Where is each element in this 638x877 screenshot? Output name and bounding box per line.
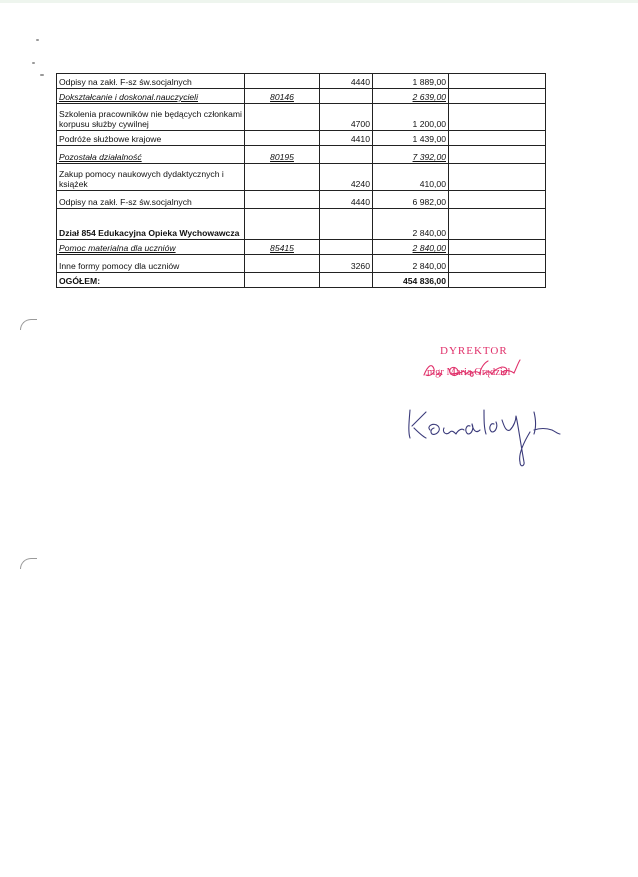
stamp-title: DYREKTOR	[440, 345, 508, 357]
row-chapter	[245, 131, 320, 146]
row-description: Dział 854 Edukacyjna Opieka Wychowawcza	[57, 209, 245, 240]
row-extra	[449, 255, 546, 273]
row-description: Inne formy pomocy dla uczniów	[57, 255, 245, 273]
row-chapter: 85415	[245, 240, 320, 255]
row-chapter	[245, 104, 320, 131]
row-amount: 6 982,00	[373, 191, 449, 209]
row-description: Odpisy na zakł. F-sz św.socjalnych	[57, 74, 245, 89]
row-extra	[449, 191, 546, 209]
row-description: Pomoc materialna dla uczniów	[57, 240, 245, 255]
table-row	[57, 209, 546, 240]
budget-table	[56, 73, 546, 288]
row-amount: 1 439,00	[373, 131, 449, 146]
punch-hole-mark	[20, 319, 37, 330]
row-extra	[449, 240, 546, 255]
row-extra	[449, 74, 546, 89]
row-chapter: 80195	[245, 146, 320, 164]
table-row	[57, 131, 546, 146]
row-paragraph: 3260	[320, 255, 373, 273]
row-extra	[449, 89, 546, 104]
director-stamp	[410, 345, 560, 390]
table-row	[57, 74, 546, 89]
row-description: Pozostała działalność	[57, 146, 245, 164]
row-paragraph: 4700	[320, 104, 373, 131]
row-amount: 2 639,00	[373, 89, 449, 104]
row-amount: 2 840,00	[373, 209, 449, 240]
scan-top-strip	[0, 0, 638, 3]
row-chapter: 80146	[245, 89, 320, 104]
row-paragraph: 4410	[320, 131, 373, 146]
row-description: Dokształcanie i doskonal.nauczycieli	[57, 89, 245, 104]
total-amount: 454 836,00	[373, 273, 449, 288]
stamp-name: mgr Maria Grądziel	[427, 367, 511, 378]
row-amount: 7 392,00	[373, 146, 449, 164]
row-paragraph	[320, 240, 373, 255]
row-amount: 2 840,00	[373, 240, 449, 255]
row-chapter	[245, 209, 320, 240]
row-description: Podróże służbowe krajowe	[57, 131, 245, 146]
row-amount: 2 840,00	[373, 255, 449, 273]
row-description: Odpisy na zakł. F-sz św.socjalnych	[57, 191, 245, 209]
row-paragraph	[320, 89, 373, 104]
row-paragraph	[320, 209, 373, 240]
table-row	[57, 255, 546, 273]
row-paragraph	[320, 146, 373, 164]
row-chapter	[245, 74, 320, 89]
row-extra	[449, 131, 546, 146]
table-row	[57, 146, 546, 164]
row-amount: 410,00	[373, 164, 449, 191]
table-row	[57, 164, 546, 191]
row-extra	[449, 146, 546, 164]
row-extra	[449, 104, 546, 131]
table-row	[57, 89, 546, 104]
punch-hole-mark	[20, 558, 37, 569]
row-paragraph	[320, 273, 373, 288]
table-row	[57, 240, 546, 255]
row-amount: 1 889,00	[373, 74, 449, 89]
row-chapter	[245, 191, 320, 209]
scan-dot	[32, 62, 35, 64]
table-row-total	[57, 273, 546, 288]
row-extra	[449, 209, 546, 240]
row-paragraph: 4240	[320, 164, 373, 191]
row-paragraph: 4440	[320, 191, 373, 209]
row-amount: 1 200,00	[373, 104, 449, 131]
table-row	[57, 191, 546, 209]
total-label: OGÓŁEM:	[57, 273, 245, 288]
row-chapter	[245, 273, 320, 288]
table-row	[57, 104, 546, 131]
row-description: Szkolenia pracowników nie będących członkami korpusu służby cywilnej	[57, 104, 245, 131]
row-chapter	[245, 255, 320, 273]
handwritten-signature	[400, 390, 575, 470]
scan-dot	[40, 74, 44, 76]
row-description: Zakup pomocy naukowych dydaktycznych i książek	[57, 164, 245, 191]
row-extra	[449, 164, 546, 191]
scan-dot	[36, 39, 39, 41]
row-chapter	[245, 164, 320, 191]
row-paragraph: 4440	[320, 74, 373, 89]
row-extra	[449, 273, 546, 288]
